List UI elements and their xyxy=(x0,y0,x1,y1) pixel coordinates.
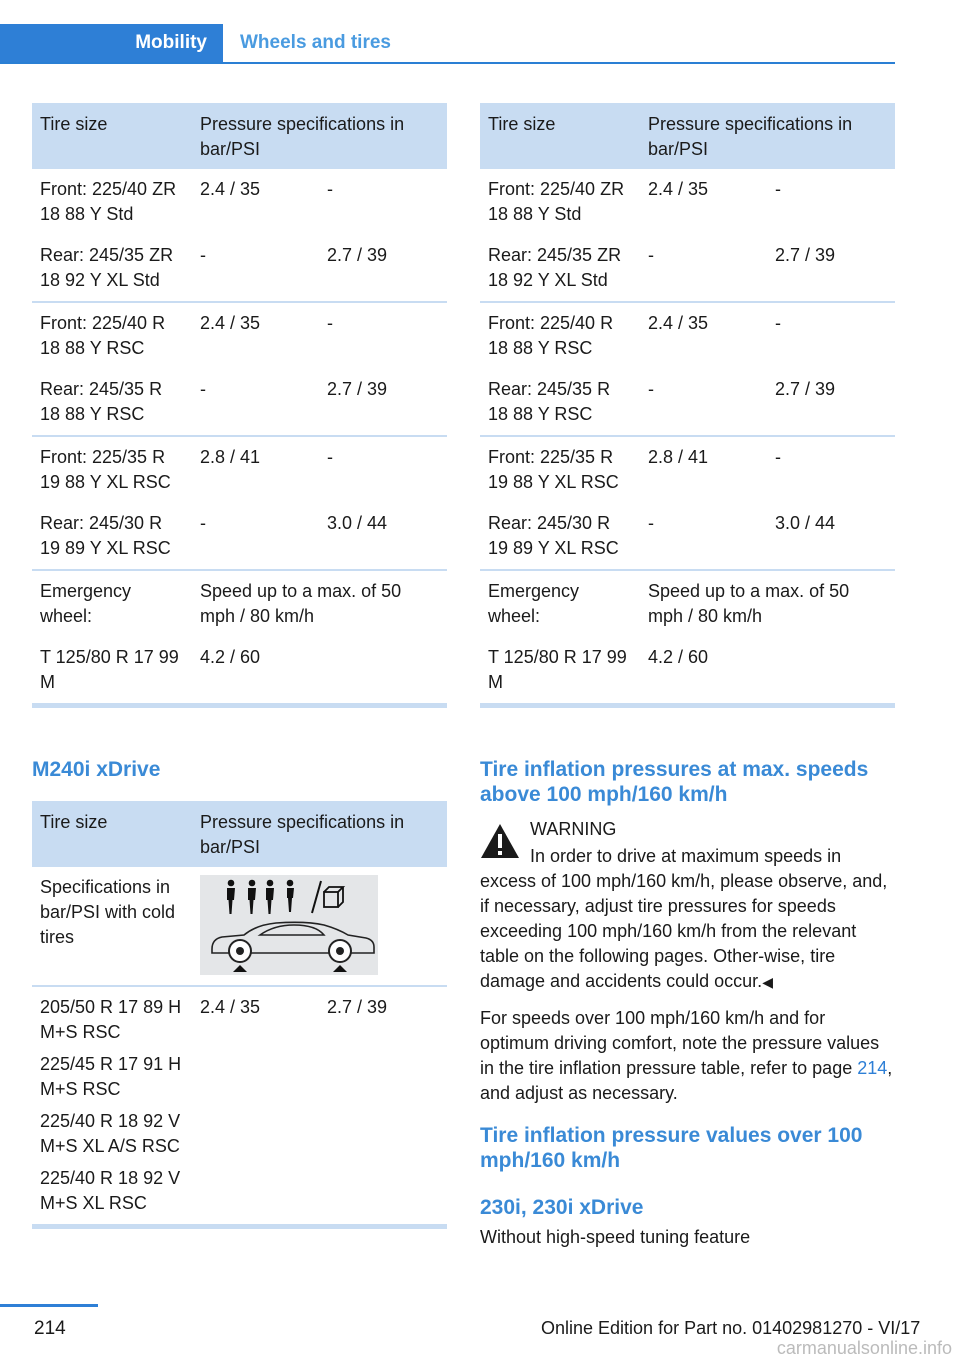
table-row xyxy=(480,169,895,235)
col-tire-size: Tire size xyxy=(32,103,192,169)
tire-size-cell: Rear: 245/35 R 18 88 Y RSC xyxy=(488,379,611,424)
rear-pressure-cell: 3.0 / 44 xyxy=(775,513,836,533)
front-pressure-cell: 2.8 / 41 xyxy=(192,436,319,503)
rear-pressure-cell: - xyxy=(767,436,895,503)
table-row xyxy=(32,986,447,1224)
tire-size-cell: Front: 225/35 R 19 88 Y XL RSC xyxy=(32,436,192,503)
tire-size-item: 225/40 R 18 92 V M+S XL RSC xyxy=(40,1168,181,1213)
rear-pressure-cell: 2.7 / 39 xyxy=(319,986,447,1224)
warning-triangle-icon xyxy=(480,823,520,859)
front-pressure-cell: 2.4 / 35 xyxy=(648,179,709,199)
load-diagram-cell xyxy=(192,867,447,986)
tire-size-cell: Rear: 245/35 ZR 18 92 Y XL Std xyxy=(488,245,622,290)
front-pressure-cell: 2.8 / 41 xyxy=(640,436,767,503)
page-link[interactable]: 214 xyxy=(857,1058,888,1078)
rear-pressure-cell: 2.7 / 39 xyxy=(775,245,836,265)
paragraph-text: For speeds over 100 mph/160 km/h and for optimum driving comfort, note the pressure values in the tire inflation pressure table, refer to page xyxy=(480,1008,880,1078)
vehicle-load-icon xyxy=(200,875,378,975)
tire-size-cell: Rear: 245/30 R 19 89 Y XL RSC xyxy=(488,513,619,558)
tab-wheels-and-tires[interactable]: Wheels and tires xyxy=(240,32,391,53)
rear-pressure-cell: - xyxy=(319,436,447,503)
table-row xyxy=(480,637,895,703)
section-heading: M240i xDrive xyxy=(32,758,161,781)
table-end-rule xyxy=(480,703,895,708)
right-pressure-table xyxy=(480,103,895,708)
table-row xyxy=(480,369,895,436)
tire-size-cell: Rear: 245/30 R 19 89 Y XL RSC xyxy=(40,513,171,558)
table-row xyxy=(32,169,447,235)
tire-size-cell: Front: 225/40 R 18 88 Y RSC xyxy=(32,302,192,369)
m240-section xyxy=(32,757,447,1229)
table-row xyxy=(32,436,447,503)
table-row xyxy=(480,235,895,302)
table-row xyxy=(32,302,447,369)
tire-size-item: 205/50 R 17 89 H M+S RSC xyxy=(40,997,182,1042)
tire-size-cell: Rear: 245/35 ZR 18 92 Y XL Std xyxy=(40,245,174,290)
tire-size-cell: T 125/80 R 17 99 M xyxy=(40,647,179,692)
edition-note: Online Edition for Part no. 01402981270 - VI/17 xyxy=(541,1318,921,1338)
table-row xyxy=(32,235,447,302)
left-pressure-table xyxy=(32,103,447,708)
spec-label-cell: Specifications in bar/PSI with cold tires xyxy=(40,877,176,947)
front-pressure-cell: - xyxy=(648,513,654,533)
section-heading: Tire inflation pressures at max. speeds above 100 mph/160 km/h xyxy=(480,758,869,806)
footer-rule xyxy=(0,1304,98,1307)
front-pressure-cell: - xyxy=(200,513,206,533)
table-header-row xyxy=(480,103,895,169)
emergency-speed-note: Speed up to a max. of 50 mph / 80 km/h xyxy=(640,570,895,637)
front-pressure-cell: 2.4 / 35 xyxy=(192,986,319,1224)
col-pressure: Pressure specifications in bar/PSI xyxy=(192,801,447,867)
tire-size-cell: Front: 225/40 ZR 18 88 Y Std xyxy=(40,179,177,224)
tire-size-cell: Front: 225/40 R 18 88 Y RSC xyxy=(480,302,640,369)
table-row xyxy=(32,369,447,436)
rear-pressure-cell: - xyxy=(327,179,333,199)
warning-text xyxy=(480,869,895,995)
subsection-text: Without high-speed tuning feature xyxy=(480,1227,751,1247)
page-number: 214 xyxy=(34,1318,66,1339)
paragraph-text: , and adjust as necessary. xyxy=(480,1058,893,1103)
tire-size-cell: Front: 225/35 R 19 88 Y XL RSC xyxy=(480,436,640,503)
emergency-pressure-cell: 4.2 / 60 xyxy=(648,647,709,667)
table-row xyxy=(32,503,447,570)
col-tire-size: Tire size xyxy=(480,103,640,169)
page-header xyxy=(0,24,895,64)
front-pressure-cell: 2.4 / 35 xyxy=(640,302,767,369)
rear-pressure-cell: - xyxy=(319,302,447,369)
warning-lead: In order to drive at maximum speeds in xyxy=(530,846,842,866)
table-row xyxy=(32,867,447,986)
load-diagram xyxy=(200,875,378,975)
table-row xyxy=(480,503,895,570)
col-pressure: Pressure specifications in bar/PSI xyxy=(640,103,895,169)
rear-pressure-cell: 2.7 / 39 xyxy=(327,245,388,265)
section-heading: Tire inflation pressure values over 100 mph/160 km/h xyxy=(480,1124,863,1172)
front-pressure-cell: - xyxy=(648,245,654,265)
front-pressure-cell: - xyxy=(200,245,206,265)
front-pressure-cell: 2.4 / 35 xyxy=(192,302,319,369)
warning-title: WARNING xyxy=(530,819,617,839)
rear-pressure-cell: 2.7 / 39 xyxy=(327,379,388,399)
rear-pressure-cell: 3.0 / 44 xyxy=(327,513,388,533)
tire-size-cell: Rear: 245/35 R 18 88 Y RSC xyxy=(40,379,163,424)
rear-pressure-cell: - xyxy=(775,179,781,199)
emergency-pressure-cell: 4.2 / 60 xyxy=(200,647,261,667)
tire-size-cell: Front: 225/40 ZR 18 88 Y Std xyxy=(488,179,625,224)
emergency-wheel-label: Emergency wheel: xyxy=(32,570,192,637)
table-end-rule xyxy=(32,1224,447,1229)
table-end-rule xyxy=(32,703,447,708)
table-header-row xyxy=(32,801,447,867)
front-pressure-cell: - xyxy=(200,379,206,399)
subsection-heading: 230i, 230i xDrive xyxy=(480,1196,644,1219)
end-marker-icon: ◀ xyxy=(762,974,773,990)
emergency-wheel-label: Emergency wheel: xyxy=(480,570,640,637)
paragraph xyxy=(480,1006,895,1106)
warning-block xyxy=(480,817,895,995)
tire-size-item: 225/45 R 17 91 H M+S RSC xyxy=(40,1054,182,1099)
tire-size-cell: T 125/80 R 17 99 M xyxy=(488,647,627,692)
table-row xyxy=(32,637,447,703)
table-header-row xyxy=(32,103,447,169)
table-row xyxy=(480,570,895,637)
watermark: carmanualsonline.info xyxy=(776,1338,952,1358)
tire-size-list xyxy=(32,986,192,1224)
col-tire-size: Tire size xyxy=(32,801,192,867)
tab-mobility[interactable]: Mobility xyxy=(0,24,223,62)
table-row xyxy=(480,302,895,369)
rear-pressure-cell: 2.7 / 39 xyxy=(775,379,836,399)
right-text-column xyxy=(480,757,895,1250)
front-pressure-cell: 2.4 / 35 xyxy=(200,179,261,199)
rear-pressure-cell: - xyxy=(767,302,895,369)
table-row xyxy=(32,570,447,637)
front-pressure-cell: - xyxy=(648,379,654,399)
warning-body: excess of 100 mph/160 km/h, please observe, and, if necessary, adjust tire pressures for speeds exceeding 100 mph/160 km/h from the relevant table on the following pages. Other‐wise, tire damage and accidents could occur. xyxy=(480,871,888,991)
tire-size-item: 225/40 R 18 92 V M+S XL A/S RSC xyxy=(40,1111,181,1156)
emergency-speed-note: Speed up to a max. of 50 mph / 80 km/h xyxy=(192,570,447,637)
col-pressure: Pressure specifications in bar/PSI xyxy=(192,103,447,169)
table-row xyxy=(480,436,895,503)
m240-pressure-table xyxy=(32,801,447,1224)
